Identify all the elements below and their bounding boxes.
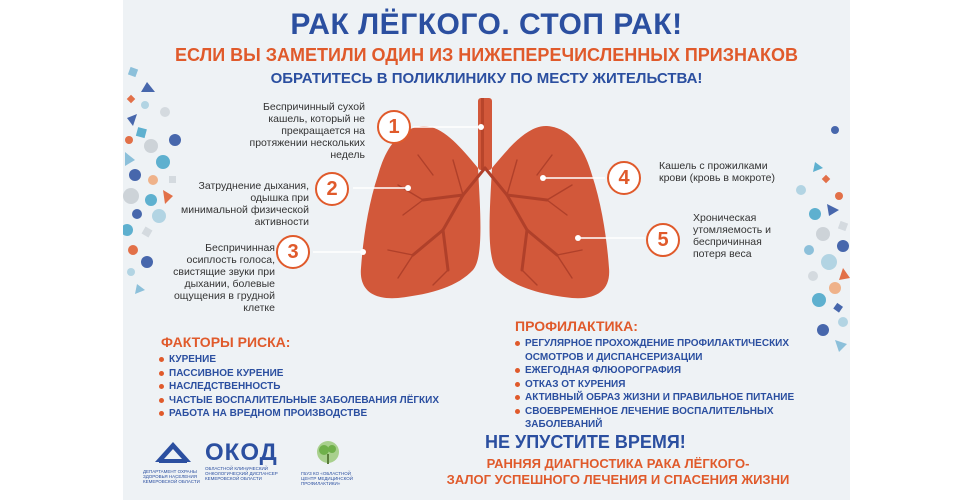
symptom-3-text: Беспричинная осиплость голоса, свистящие звуки при дыхании, болевые ощущения в грудной клетке — [173, 242, 275, 314]
list-item: НАСЛЕДСТВЕННОСТЬ — [159, 380, 479, 394]
prevention-heading: ПРОФИЛАКТИКА: — [515, 318, 638, 334]
list-item: ЧАСТЫЕ ВОСПАЛИТЕЛЬНЫЕ ЗАБОЛЕВАНИЯ ЛЁГКИХ — [159, 394, 479, 408]
symptom-3-number: 3 — [276, 235, 310, 269]
okod-logo — [205, 440, 295, 481]
symptom-2-number: 2 — [315, 172, 349, 206]
prevention-center-caption: ГБУЗ КО «ОБЛАСТНОЙ ЦЕНТР МЕДИЦИНСКОЙ ПРОФИЛАКТИКИ» — [301, 471, 353, 486]
list-item: КУРЕНИЕ — [159, 353, 479, 367]
poster — [123, 0, 850, 500]
risk-factors-list — [159, 353, 479, 421]
health-department-caption: ДЕПАРТАМЕНТ ОХРАНЫ ЗДОРОВЬЯ НАСЕЛЕНИЯ КЕМЕРОВСКОЙ ОБЛАСТИ — [143, 469, 200, 484]
poster-title: РАК ЛЁГКОГО. СТОП РАК! — [290, 8, 683, 41]
triangle-emblem-icon — [153, 440, 193, 464]
list-item: РАБОТА НА ВРЕДНОМ ПРОИЗВОДСТВЕ — [159, 407, 479, 421]
health-department-logo — [143, 440, 205, 484]
okod-mark: ОКОД — [205, 439, 278, 466]
list-item: СВОЕВРЕМЕННОЕ ЛЕЧЕНИЕ ВОСПАЛИТЕЛЬНЫХ ЗАБОЛЕВАНИЙ — [515, 405, 815, 432]
prevention-list — [515, 337, 815, 432]
prevention-center-logo — [301, 440, 359, 486]
symptom-4-text: Кашель с прожилками крови (кровь в мокроте) — [659, 160, 775, 184]
list-item: ПАССИВНОЕ КУРЕНИЕ — [159, 367, 479, 381]
cta-line-2: ЗАЛОГ УСПЕШНОГО ЛЕЧЕНИЯ И СПАСЕНИЯ ЖИЗНИ — [446, 472, 790, 487]
list-item: ЕЖЕГОДНАЯ ФЛЮОРОГРАФИЯ — [515, 364, 815, 378]
symptom-5-number: 5 — [646, 223, 680, 257]
list-item: АКТИВНЫЙ ОБРАЗ ЖИЗНИ И ПРАВИЛЬНОЕ ПИТАНИЕ — [515, 391, 815, 405]
list-item: ОТКАЗ ОТ КУРЕНИЯ — [515, 378, 815, 392]
symptom-1-text: Беспричинный сухой кашель, который не прекращается на протяжении нескольких недель — [249, 101, 365, 161]
list-item: РЕГУЛЯРНОЕ ПРОХОЖДЕНИЕ ПРОФИЛАКТИЧЕСКИХ ОСМОТРОВ И ДИСПАНСЕРИЗАЦИИ — [515, 337, 815, 364]
cta-line-1: РАННЯЯ ДИАГНОСТИКА РАКА ЛЁГКОГО- — [486, 456, 750, 471]
tree-emblem-icon — [313, 440, 343, 466]
cta-title: НЕ УПУСТИТЕ ВРЕМЯ! — [485, 432, 686, 452]
symptom-5-text: Хроническая утомляемость и беспричинная потеря веса — [693, 212, 772, 260]
symptom-2-text: Затруднение дыхания, одышка при минимальной физической активности — [181, 180, 309, 228]
symptom-4-number: 4 — [607, 161, 641, 195]
symptom-1-number: 1 — [377, 110, 411, 144]
poster-subtitle: ЕСЛИ ВЫ ЗАМЕТИЛИ ОДИН ИЗ НИЖЕПЕРЕЧИСЛЕННЫХ ПРИЗНАКОВ — [175, 45, 798, 65]
cta-text — [433, 456, 803, 488]
okod-caption: ОБЛАСТНОЙ КЛИНИЧЕСКИЙ ОНКОЛОГИЧЕСКИЙ ДИСПАНСЕР КЕМЕРОВСКОЙ ОБЛАСТИ — [205, 466, 278, 481]
poster-subtitle-2: ОБРАТИТЕСЬ В ПОЛИКЛИНИКУ ПО МЕСТУ ЖИТЕЛЬСТВА! — [270, 70, 703, 87]
risk-factors-heading: ФАКТОРЫ РИСКА: — [161, 334, 291, 350]
